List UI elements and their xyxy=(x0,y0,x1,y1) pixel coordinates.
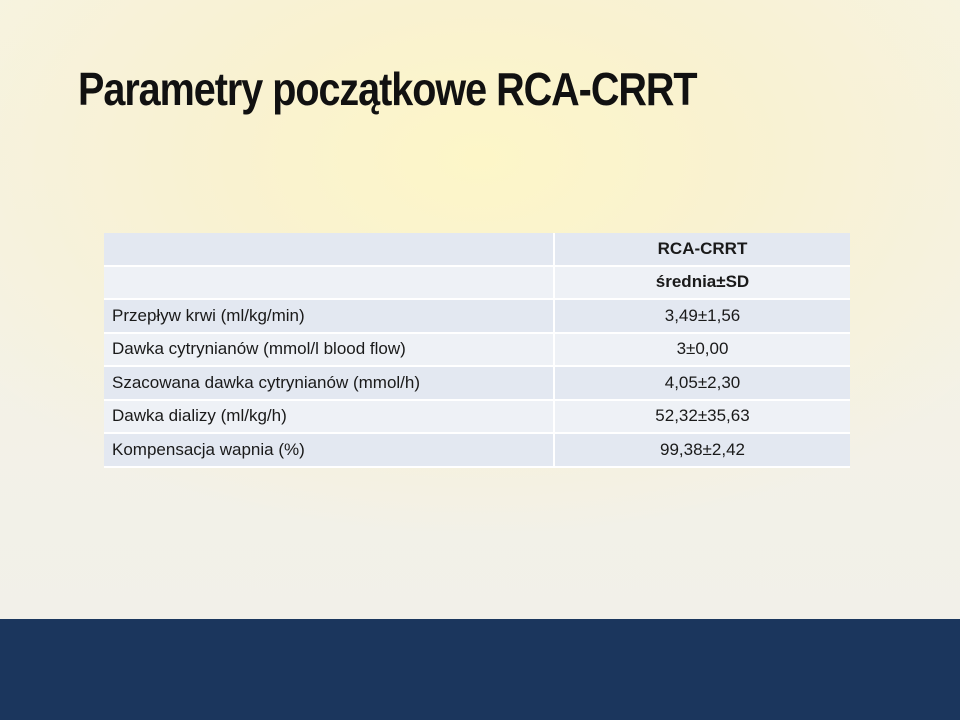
table-subheader-row xyxy=(104,266,850,300)
table-row xyxy=(104,400,850,434)
row-label: Szacowana dawka cytrynianów (mmol/h) xyxy=(104,366,554,400)
row-value: 3,49±1,56 xyxy=(554,299,850,333)
row-value: 3±0,00 xyxy=(554,333,850,367)
row-value: 4,05±2,30 xyxy=(554,366,850,400)
row-value: 52,32±35,63 xyxy=(554,400,850,434)
row-label: Przepływ krwi (ml/kg/min) xyxy=(104,299,554,333)
table-row xyxy=(104,299,850,333)
row-value: 99,38±2,42 xyxy=(554,433,850,467)
table-header-row xyxy=(104,233,850,266)
row-label: Dawka cytrynianów (mmol/l blood flow) xyxy=(104,333,554,367)
slide-title: Parametry początkowe RCA-CRRT xyxy=(78,63,697,115)
header-stat-label: średnia±SD xyxy=(554,266,850,300)
table-row xyxy=(104,333,850,367)
row-label: Kompensacja wapnia (%) xyxy=(104,433,554,467)
table-row xyxy=(104,433,850,467)
row-label: Dawka dializy (ml/kg/h) xyxy=(104,400,554,434)
header-empty-cell xyxy=(104,233,554,266)
table-row xyxy=(104,366,850,400)
parameters-table xyxy=(104,233,850,468)
subheader-empty-cell xyxy=(104,266,554,300)
header-group-label: RCA-CRRT xyxy=(554,233,850,266)
footer-band xyxy=(0,619,960,720)
